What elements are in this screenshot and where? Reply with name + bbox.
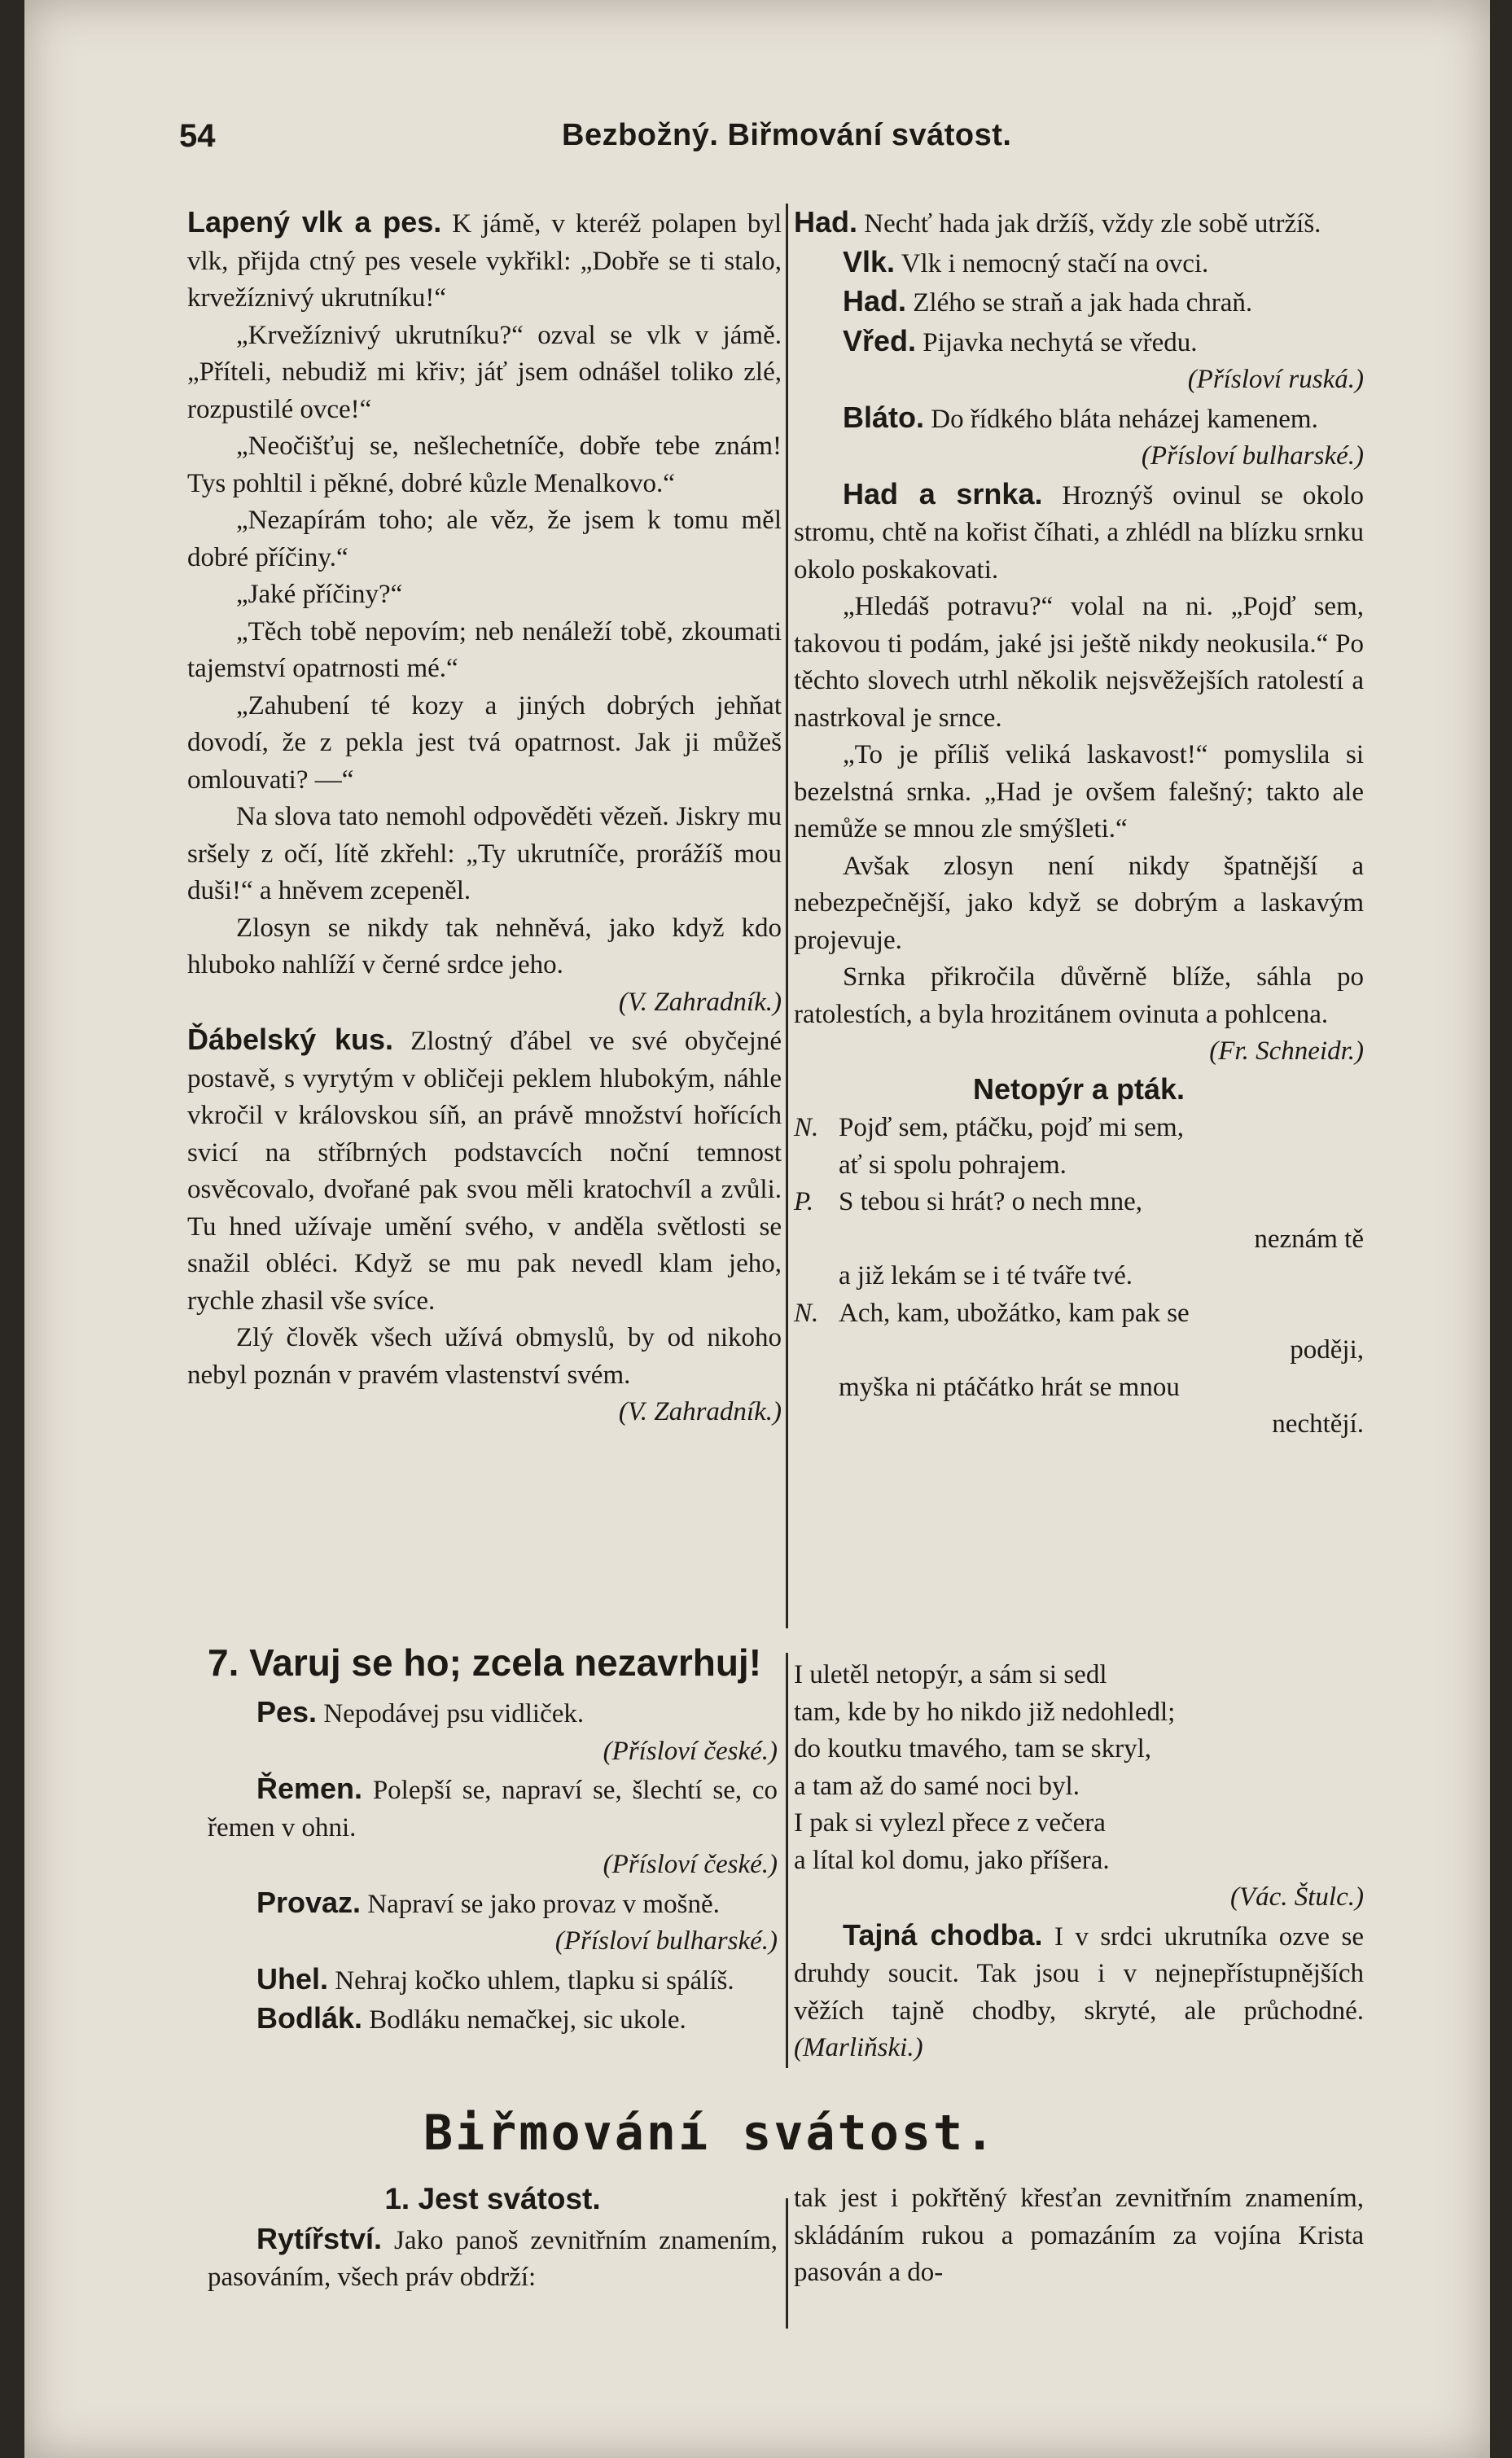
- right-column-lower: [794, 1657, 1364, 2067]
- paragraph: „To je příliš veliká laskavost!“ pomyslila si bezelstná srnka. „Had je ovšem falešný; takto ale nemůže se mnou zle smýšleti.“: [794, 740, 1364, 843]
- proverb: Uhel. Nehraj kočko uhlem, tlapku si spálíš.: [256, 1961, 734, 1996]
- fable-dabelsky: Ďábelský kus. Zlostný ďábel ve své obyčejné postavě, s vyrytým v obličeji peklem hlubokým, náhle vkročil v královskou síň, an právě množství hořících svicí na stříbrných podstavcích noční temnost osvěcovalo, dvořané pak svou měli kratochvíl a zvůli. Tu hned užívaje umění svého, v anděla světlosti se snažil obléci. Když se mu pak nevedl klam jeho, rychle zhasil vše svíce.: [187, 1023, 782, 1316]
- page-number: 54: [179, 118, 216, 154]
- column-divider: [786, 204, 788, 1628]
- citation: (Přísloví ruská.): [1187, 365, 1364, 394]
- citation: (V. Zahradník.): [618, 987, 782, 1017]
- paragraph: „Zahubení té kozy a jiných dobrých jehňat dovodí, že z pekla jest tvá opatrnost. Jak ji můžeš omlouvati? —“: [187, 690, 782, 795]
- proverb: Provaz. Napraví se jako provaz v mošně.: [256, 1885, 720, 1919]
- poem-netopyr: Netopýr a pták. N. Pojď sem, ptáčku, pojď mi sem, ať si spolu pohrajem. P. S tebou si hrát? o nech mne, neznám tě a již lekám se i té tváře tvé. N. Ach, kam, ubožátko, kam pak se poději, myška ni ptáčátko hrát se mnou nechtějí.: [794, 1071, 1364, 1439]
- left-column-lower: [208, 1693, 778, 2040]
- fable-had-srnka: Had a srnka. Hroznýš ovinul se okolo stromu, chtě na kořist číhati, a zhlédl na blízku srnku okolo poskakovati.: [794, 476, 1364, 585]
- paragraph: Na slova tato nemohl odpověděti vězeň. Jiskry mu sršely z očí, lítě zkřehl: „Ty ukrutníče, prorážíš mou duši!“ a hněvem zcepeněl.: [187, 802, 782, 905]
- citation: (V. Zahradník.): [618, 1397, 782, 1426]
- citation: (Přísloví české.): [603, 1736, 778, 1766]
- book-page: [24, 0, 1490, 2458]
- proverb: Had. Nechť hada jak držíš, vždy zle sobě utržíš.: [794, 205, 1321, 239]
- proverb: Bláto. Do řídkého bláta neházej kamenem.: [843, 400, 1318, 434]
- fable-keyword: Lapený vlk a pes.: [187, 205, 442, 239]
- citation: (Marliňski.): [794, 2033, 923, 2062]
- left-column: [187, 204, 782, 1431]
- fable-keyword: Tajná chodba.: [843, 1917, 1043, 1952]
- citation: (Fr. Schneidr.): [1209, 1036, 1364, 1066]
- poem-narration: I uletěl netopýr, a sám si sedl tam, kde by ho nikdo již nedohledl; do koutku tmavého, tam se skryl, a tam až do samé noci byl. I pak si vylezl přece z večera a lítal kol domu, jako příšera. (Vác. Štulc.): [794, 1660, 1364, 1912]
- column-divider: [786, 1653, 788, 2068]
- paragraph: „Jaké příčiny?“: [236, 580, 403, 609]
- chapter-heading: Biřmování svátost.: [423, 2105, 997, 2162]
- proverb: Had. Zlého se straň a jak hada chraň.: [843, 284, 1253, 318]
- citation: (Přísloví české.): [603, 1850, 778, 1879]
- paragraph: Avšak zlosyn není nikdy špatnější a nebezpečnější, jako když se dobrým a laskavým projevuje.: [794, 851, 1364, 955]
- fable-vlk-pes: Lapený vlk a pes. K jámě, v kteréž polapen byl vlk, přijda ctný pes vesele vykřikl: „Dobře se ti stalo, krvežíznivý ukrutníku!“: [187, 205, 782, 313]
- paragraph: „Těch tobě nepovím; neb nenáleží tobě, zkoumati tajemství opatrnosti mé.“: [187, 616, 782, 683]
- fable-tajna-chodba: Tajná chodba. I v srdci ukrutníka ozve se druhdy soucit. Tak jsou i v nejnepřístupnějších věžích tajně chodby, skryté, ale průchodné. (Marliňski.): [794, 1917, 1364, 2062]
- proverb: Vlk. Vlk i nemocný stačí na ovci.: [843, 244, 1209, 278]
- paragraph: Zlý člověk všech užívá obmyslů, by od nikoho nebyl poznán v pravém vlastenství svém.: [187, 1323, 782, 1390]
- right-column: [794, 204, 1364, 1444]
- poem-title: Netopýr a pták.: [972, 1071, 1185, 1106]
- paragraph: „Neočišťuj se, nešlechetníče, dobře tebe znám! Tys pohltil i pěkné, dobré kůzle Menalkovo.“: [187, 432, 782, 498]
- paragraph: Srnka přikročila důvěrně blíže, sáhla po ratolestích, a byla hrozitánem ovinuta a pohlcena.: [794, 962, 1364, 1029]
- fable-keyword: Had a srnka.: [843, 476, 1043, 510]
- proverb: Řemen. Polepší se, napraví se, šlechtí se, co řemen v ohni.: [208, 1772, 778, 1842]
- running-title: Bezbožný. Biřmování svátost.: [562, 118, 1012, 152]
- birmovani-right: [794, 2180, 1364, 2292]
- citation: (Vác. Štulc.): [1229, 1882, 1364, 1912]
- birmovani-left: [208, 2180, 778, 2297]
- section-title: 7. Varuj se ho; zcela nezavrhuj!: [208, 1641, 762, 1684]
- paragraph: „Krvežíznivý ukrutníku?“ ozval se vlk v jámě. „Příteli, nebudiž mi křiv; jáť jsem odnášel toliko zlé, rozpustilé ovce!“: [187, 320, 782, 424]
- fable-keyword: Ďábelský kus.: [187, 1023, 394, 1056]
- paragraph: Rytířství. Jako panoš zevnitřním znamením, pasováním, všech práv obdrží:: [208, 2221, 778, 2292]
- proverb: Bodlák. Bodláku nemačkej, sic ukole.: [256, 2001, 686, 2035]
- column-divider: [786, 2198, 788, 2329]
- proverb: Vřed. Pijavka nechytá se vředu.: [843, 323, 1198, 357]
- paragraph: „Nezapírám toho; ale věz, že jsem k tomu měl dobré příčiny.“: [187, 506, 782, 572]
- paragraph: Zlosyn se nikdy tak nehněvá, jako když kdo hluboko nahlíží v černé srdce jeho.: [187, 913, 782, 979]
- paragraph: tak jest i pokřtěný křesťan zevnitřním znamením, skládáním rukou a pomazáním za vojína Krista pasován a do-: [794, 2184, 1364, 2287]
- paragraph: „Hledáš potravu?“ volal na ni. „Pojď sem, takovou ti podám, jaké jsi ještě nikdy neokusila.“ Po těchto slovech utrhl několik nejsvěžejších ratolestí a nastrkoval je srnce.: [794, 592, 1364, 733]
- citation: (Přísloví bulharské.): [1141, 441, 1364, 471]
- citation: (Přísloví bulharské.): [554, 1926, 778, 1956]
- subsection-title: 1. Jest svátost.: [384, 2182, 601, 2215]
- proverb: Pes. Nepodávej psu vidliček.: [256, 1695, 585, 1728]
